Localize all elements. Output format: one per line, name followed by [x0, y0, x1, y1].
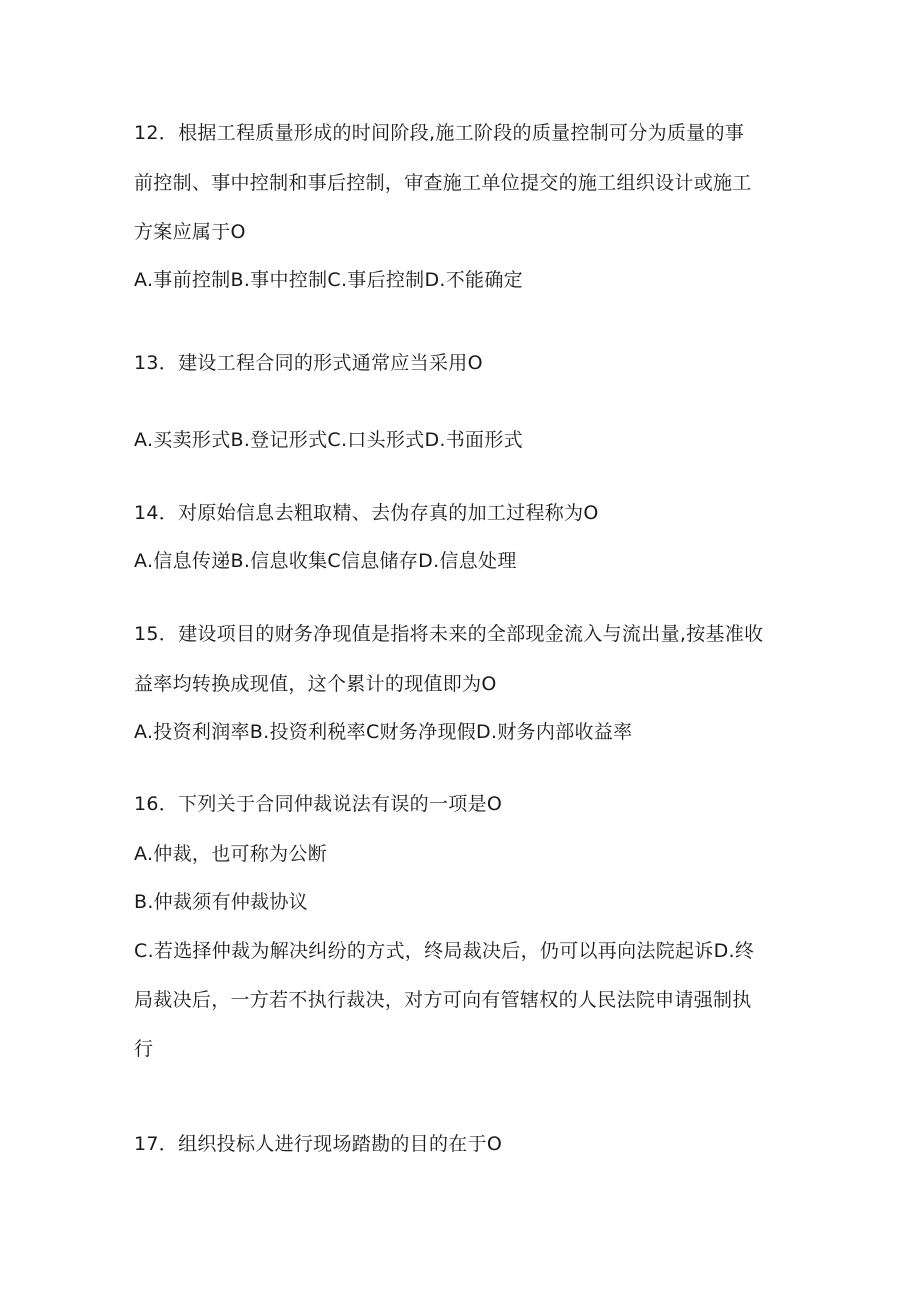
question-text-line: 17．组织投标人进行现场踏勘的目的在于O [134, 1133, 503, 1155]
answer-option-a: A.仲裁，也可称为公断 [134, 843, 328, 865]
question-text-line: 方案应属于O [134, 221, 246, 243]
answer-option-c: C.若选择仲裁为解决纠纷的方式，终局裁决后，仍可以再向法院起诉D.终 [134, 940, 755, 962]
answer-option-d: 局裁决后，一方若不执行裁决，对方可向有管辖权的人民法院申请强制执 [134, 989, 752, 1011]
question-text-line: 13．建设工程合同的形式通常应当采用O [134, 352, 483, 374]
answer-options: A.买卖形式B.登记形式C.口头形式D.书面形式 [134, 429, 523, 451]
question-text-line: 16．下列关于合同仲裁说法有误的一项是O [134, 793, 503, 815]
question-text-line: 14．对原始信息去粗取精、去伪存真的加工过程称为O [134, 502, 599, 524]
question-text-line: 15．建设项目的财务净现值是指将未来的全部现金流入与流出量,按基准收 [134, 623, 764, 645]
question-text-line: 益率均转换成现值，这个累计的现值即为O [134, 673, 497, 695]
answer-option-d-continued: 行 [134, 1038, 154, 1060]
answer-options: A.事前控制B.事中控制C.事后控制D.不能确定 [134, 269, 523, 291]
question-text-line: 12．根据工程质量形成的时间阶段,施工阶段的质量控制可分为质量的事 [134, 122, 745, 144]
question-text-line: 前控制、事中控制和事后控制，审查施工单位提交的施工组织设计或施工 [134, 172, 752, 194]
answer-options: A.投资利润率B.投资利税率C财务净现假D.财务内部收益率 [134, 721, 633, 743]
answer-options: A.信息传递B.信息收集C信息储存D.信息处理 [134, 550, 517, 572]
answer-option-b: B.仲裁须有仲裁协议 [134, 891, 309, 913]
